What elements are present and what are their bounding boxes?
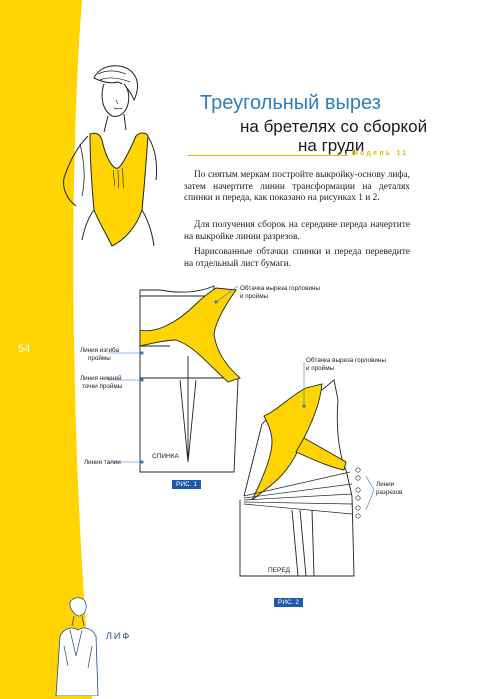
- fig1-callout-waist: Линия талии: [84, 459, 121, 466]
- figure-2-label: РИС. 2: [274, 598, 303, 607]
- fig1-callout-bend-2: проймы: [88, 355, 111, 362]
- paragraph-1: По снятым меркам постройте выкройку-основу лифа, затем начертите линии трансформации на деталях спинки и переда, как показано на рисунках 1 и 2.: [184, 170, 410, 204]
- paragraph-2: Для получения сборок на середине переда начертите на выкройке линии разрезов.: [184, 220, 410, 242]
- fig1-callout-facing-1: Обтачка выреза горловины: [240, 285, 321, 292]
- fig2-piece-label: ПЕРЕД: [268, 567, 291, 574]
- fig1-callout-bend-1: Линия изгиба: [80, 347, 119, 354]
- model-label: Модель 11: [352, 150, 409, 157]
- title-line-2: на бретелях со сборкой: [240, 117, 428, 136]
- fig1-piece-label: СПИНКА: [152, 453, 179, 460]
- fig2-callout-cuts-2: разрезов: [376, 489, 403, 496]
- fig1-callout-low-1: Линия нижней: [80, 375, 122, 382]
- figure-1-label: РИС. 1: [172, 480, 201, 489]
- fig1-callout-facing-2: и проймы: [240, 293, 269, 300]
- title-line-1: Треугольный вырез: [200, 92, 381, 114]
- fig2-callout-facing-2: и проймы: [306, 365, 335, 372]
- fig2-callout-facing-1: Обтачка выреза горловины: [306, 357, 387, 364]
- section-label: ЛИФ: [106, 631, 132, 641]
- fig2-callout-cuts-1: Линии: [376, 481, 395, 488]
- title-line-3: на груди: [298, 136, 365, 155]
- page-number: 54: [18, 343, 31, 355]
- fig1-callout-low-2: точки проймы: [82, 383, 123, 390]
- paragraph-3: Нарисованные обтачки спинки и переда переведите на отдельный лист бумаги.: [184, 247, 410, 269]
